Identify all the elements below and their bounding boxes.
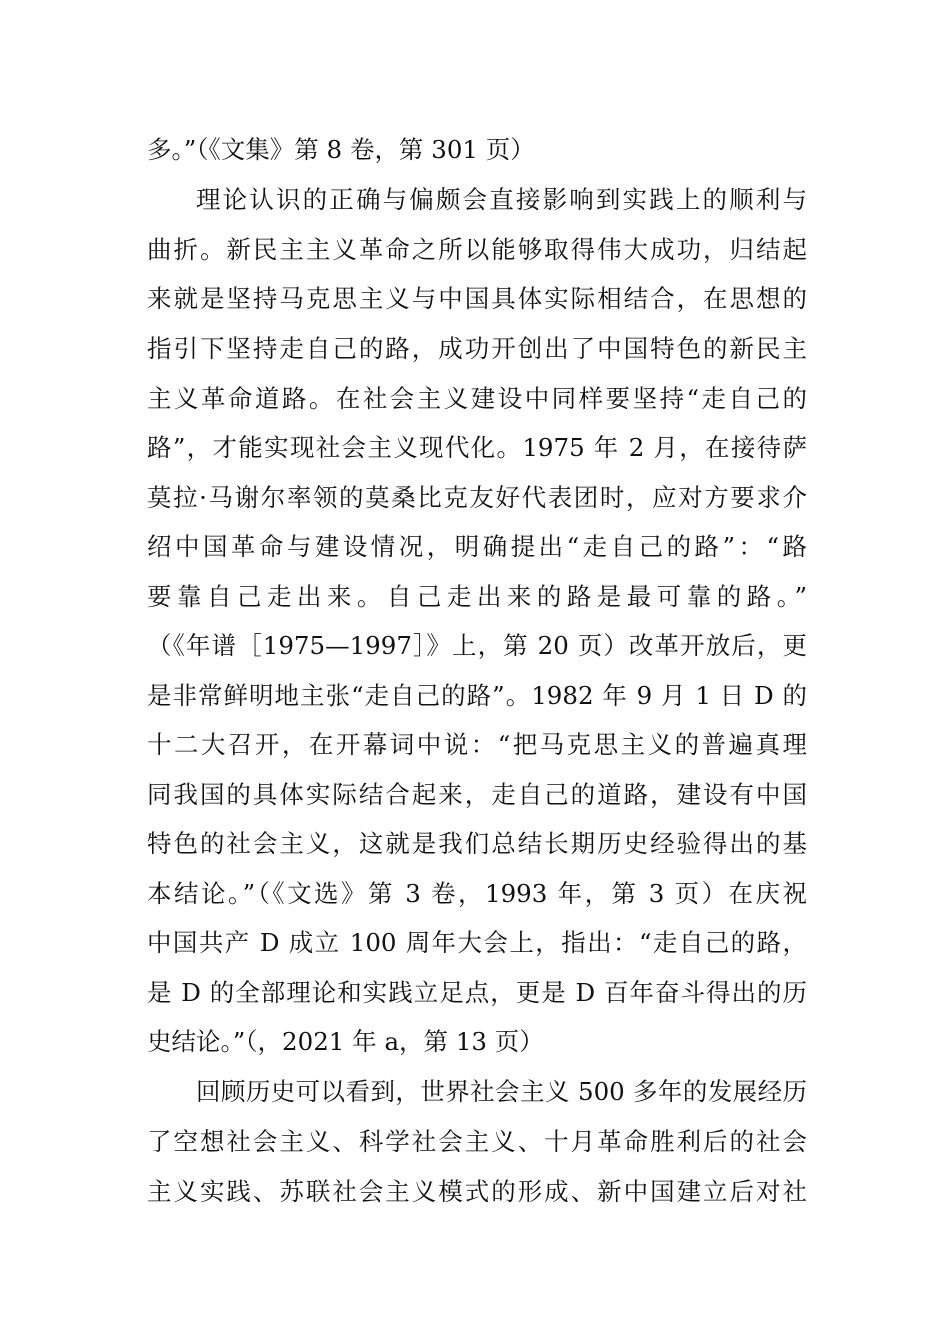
paragraph-first-line: 回顾历史可以看到，世界社会主义 500 多年的发展经历 — [196, 1077, 807, 1106]
text-line: 特色的社会主义，这就是我们总结长期历史经验得出的基 — [147, 829, 807, 858]
text-line: 本结论。”（《文选》第 3 卷，1993 年，第 3 页）在庆祝 — [147, 879, 807, 908]
text-line: 史结论。”（，2021 年 a，第 13 页） — [147, 1027, 544, 1056]
text-line: 来就是坚持马克思主义与中国具体实际相结合，在思想的 — [147, 284, 807, 313]
text-line: （《年谱［1975—1997］》上，第 20 页）改革开放后，更 — [147, 631, 807, 660]
text-line: 多。”（《文集》第 8 卷，第 301 页） — [147, 135, 535, 164]
text-line: 是非常鲜明地主张“走自己的路”。1982 年 9 月 1 日 D 的 — [147, 681, 807, 710]
text-line: 主义革命道路。在社会主义建设中同样要坚持“走自己的 — [147, 384, 807, 413]
text-line: 十二大召开，在开幕词中说：“把马克思主义的普遍真理 — [147, 730, 807, 759]
text-line: 指引下坚持走自己的路，成功开创出了中国特色的新民主 — [147, 334, 807, 363]
text-line: 是 D 的全部理论和实践立足点，更是 D 百年奋斗得出的历 — [147, 978, 807, 1007]
text-line: 绍中国革命与建设情况，明确提出“走自己的路”：“路 — [147, 532, 807, 561]
text-line: 了空想社会主义、科学社会主义、十月革命胜利后的社会 — [147, 1127, 807, 1156]
text-line: 莫拉·马谢尔率领的莫桑比克友好代表团时，应对方要求介 — [147, 483, 807, 512]
text-line: 要靠自己走出来。自己走出来的路是最可靠的路。” — [147, 582, 807, 611]
paragraph-first-line: 理论认识的正确与偏颇会直接影响到实践上的顺利与 — [196, 185, 807, 214]
text-line: 同我国的具体实际结合起来，走自己的道路，建设有中国 — [147, 780, 807, 809]
text-line: 中国共产 D 成立 100 周年大会上，指出：“走自己的路， — [147, 928, 807, 957]
text-line: 路”，才能实现社会主义现代化。1975 年 2 月，在接待萨 — [147, 433, 807, 462]
text-line: 主义实践、苏联社会主义模式的形成、新中国建立后对社 — [147, 1177, 807, 1206]
text-line: 曲折。新民主主义革命之所以能够取得伟大成功，归结起 — [147, 235, 807, 264]
